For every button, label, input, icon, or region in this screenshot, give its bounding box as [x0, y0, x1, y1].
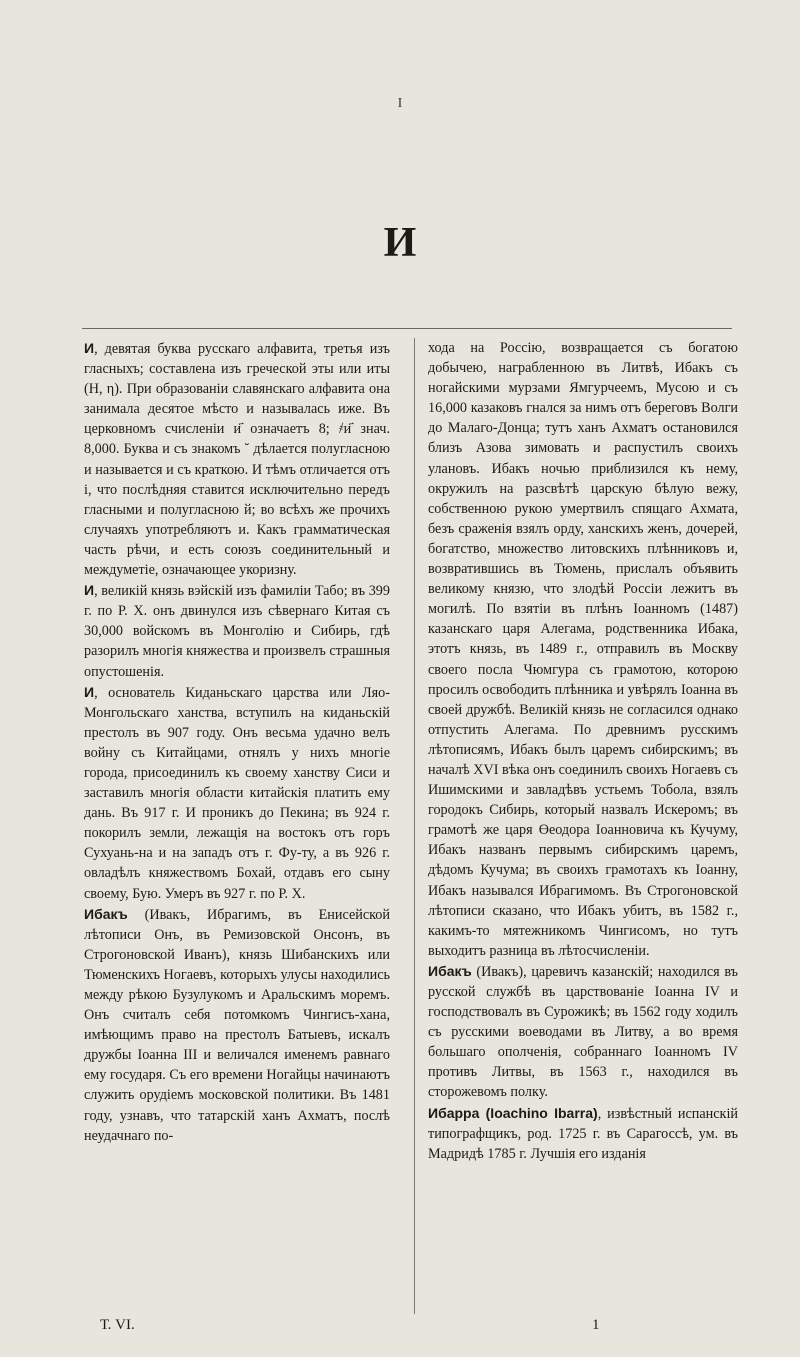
entry-text: , основатель Киданьскаго царства или Ляо-Монгольскаго ханства, вступилъ на киданьскій престолъ въ 907 году. Онъ весьма удачно велъ войну съ Китайцами, отнялъ у нихъ многіе города, присоединилъ къ своему ханству Сиси и заставилъ многія области китайскія платить ему дань. Въ 917 г. И проникъ до Пекина; въ 924 г. покорилъ земли, лежащія на востокъ отъ горъ Сухуань-на и на западъ отъ г. Фу-ту, а въ 926 г. овладѣлъ княжествомъ Бохай, отдавъ его сыну своему, Бую. Умеръ въ 927 г. по Р. Х. — [84, 684, 390, 902]
entry-text: , великій князь вэйскій изъ фамиліи Табо; въ 399 г. по Р. Х. онъ двинулся изъ сѣвернаго Китая съ 30,000 войскомъ въ Монголію и Сибирь, гдѣ разорилъ многія княжества и произвелъ страшныя опустошенія. — [84, 583, 390, 680]
entry-text: хода на Россію, возвращается съ богатою добычею, награбленною въ Литвѣ, Ибакъ съ ногайскими мурзами Ямгурчеемъ, Мусою и съ 16,000 казаковъ гнался за нимъ отъ береговъ Волги до Малаго-Донца; тутъ ханъ Ахматъ остановился близъ Азова зимовать и распустилъ своихъ улановъ. Ибакъ ночью приблизился къ нему, окружилъ на разсвѣтѣ царскую бѣлую вежу, собственною рукою умертвилъ спящаго Ахмата, безъ сраженія взялъ орду, ханскихъ женъ, дочерей, богатство, множество литовскихъ плѣнниковъ и, возвратившись въ Тюмень, прислалъ объявить великому князю, что злодѣй Россіи лежитъ въ могилѣ. По взятіи въ плѣнъ Іоанномъ (1487) казанскаго царя Алегама, родственника Ибака, этотъ князь, въ 1489 г., отправилъ въ Москву своего посла Чюмгура съ грамотою, которою просилъ освободить плѣнника и увѣрялъ Іоанна въ своей дружбѣ. Великій князь не согласился однако отпустить Алегама. По древнимъ русскимъ лѣтописямъ, Ибакъ былъ царемъ сибирскимъ; въ началѣ XVI вѣка онъ соединилъ своихъ Ногаевъ съ Ишимскими и завладѣвъ устьемъ Тобола, взялъ городокъ Сибирь, который назвалъ Искеромъ; въ грамотѣ же царя Өеодора Іоанновича къ Кучуму, Ибакъ названъ первымъ сибирскимъ царемъ, дѣдомъ Кучума; въ своихъ грамотахъ къ Іоанну, Ибакъ назывался Ибрагимомъ. Въ Строгоновской лѣтописи сказано, что Ибакъ убитъ, въ 1582 г., какимъ-то мятежникомъ Чингисомъ, но тутъ выходитъ разница въ лѣтосчисленіи. — [428, 340, 738, 959]
entry-paragraph — [428, 338, 738, 961]
entry-headword: И — [84, 582, 95, 599]
entry-headword: И — [84, 340, 95, 356]
entry-text: , девятая буква русскаго алфавита, третья изъ гласныхъ; составлена изъ греческой эты или иты (Н, η). При образованіи славянскаго алфавита она занимала десятое мѣсто и называлась иже. Въ церковномъ счисленіи и҃ означаетъ 8; ҂и҃ знач. 8,000. Буква и съ знакомъ ˘ дѣлается полугласною и называется и съ краткою. И тѣмъ отличается отъ і, что послѣдняя ставится исключительно передъ гласными и полугласною й; во всѣхъ же прочихъ случаяхъ употребляютъ и. Какъ грамматическая часть рѣчи, и есть союзъ соединительный и междуметіе, означающее укоризну. — [84, 341, 390, 579]
entry-paragraph — [84, 904, 390, 1146]
heading-rule — [82, 328, 732, 329]
entry-paragraph — [428, 961, 738, 1103]
entry-headword: Ибакъ — [84, 905, 128, 922]
left-column — [84, 338, 390, 1146]
volume-signature: Т. VI. — [100, 1317, 135, 1333]
entry-paragraph — [428, 1103, 738, 1164]
entry-paragraph — [84, 338, 390, 580]
entry-headword: Ибакъ — [428, 962, 472, 979]
sheet-signature: 1 — [592, 1317, 600, 1333]
entry-text: (Ивакъ, Ибрагимъ, въ Енисейской лѣтописи Онъ, въ Ремизовской Онсонъ, въ Строгоновской Иванъ), князь Шибанскихъ или Тюменскихъ Ногаевъ, которыхъ улусы находились между рѣкою Бузулукомъ и Аральскимъ моремъ. Онъ считалъ себя потомкомъ Чингисъ-хана, имѣющимъ право на престолъ Батыевъ, искалъ дружбы Іоанна III и величался именемъ равнаго ему государя. Съ его времени Ногайцы начинаютъ служить орудіемъ московской политики. Въ 1481 году, узнавъ, что татарскій ханъ Ахматъ, послѣ неудачнаго по- — [84, 906, 390, 1144]
entry-headword: И — [84, 683, 95, 700]
entry-headword: Ибарра (Ioachino Ibarra) — [428, 1104, 598, 1121]
section-letter-heading: И — [383, 220, 417, 266]
entry-paragraph — [84, 580, 390, 681]
running-head — [0, 0, 800, 111]
entry-paragraph — [84, 682, 390, 904]
column-divider — [414, 338, 415, 1314]
page-marker: I — [397, 96, 403, 111]
entry-text: (Ивакъ), царевичъ казанскій; находился въ русской службѣ въ царствованіе Іоанна IV и господствовалъ въ Сурожикѣ; въ 1562 году ходилъ съ русскими воеводами въ Литву, а во время большаго ополченія, собраннаго Іоанномъ IV противъ Литвы, въ 1563 г., находился въ сторожевомъ полку. — [428, 963, 738, 1101]
right-column — [428, 338, 738, 1164]
entry-text: , извѣстный испанскій типографщикъ, род. 1725 г. въ Сарагоссѣ, ум. въ Мадридѣ 1785 г. Лучшія его изданія — [428, 1105, 738, 1162]
